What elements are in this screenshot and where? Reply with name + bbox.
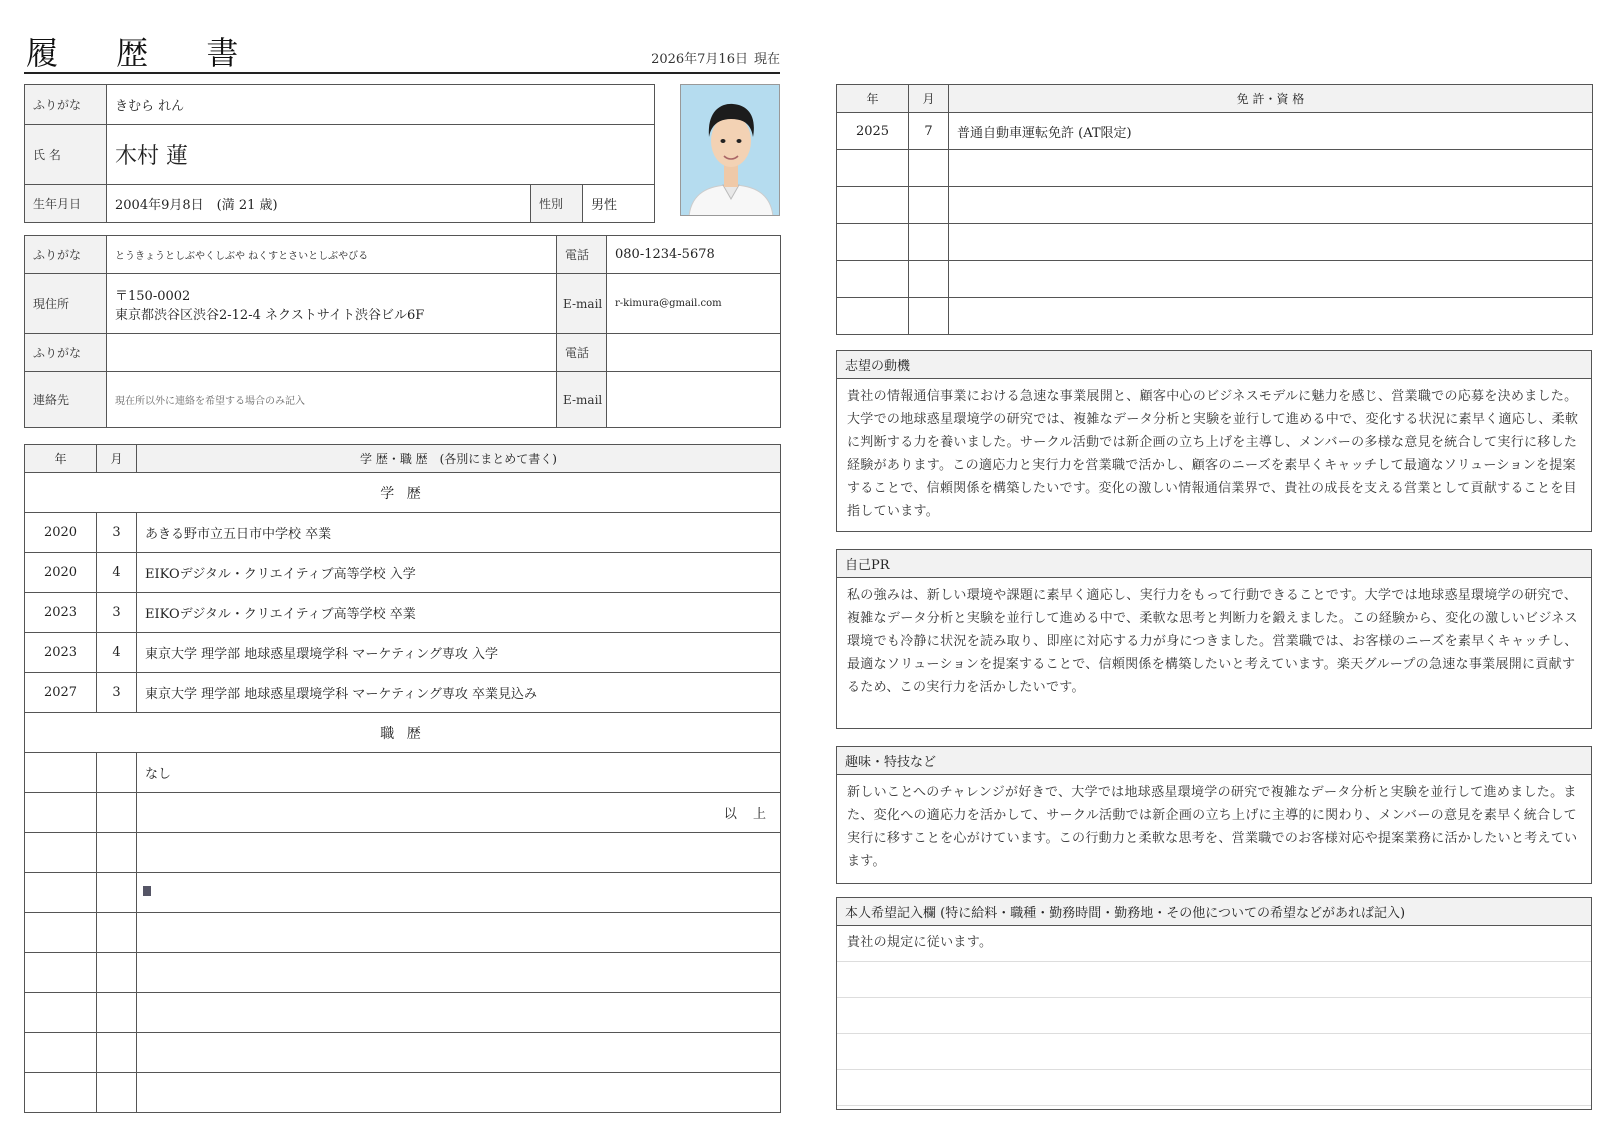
work-heading: 職 歴 [25,713,781,753]
edu-month: 4 [97,553,137,593]
gender-label: 性別 [531,185,583,223]
edu-month: 3 [97,513,137,553]
alt-contact-label: 連絡先 [25,372,107,428]
email-value: r-kimura@gmail.com [607,274,781,334]
table-row [25,673,781,713]
edu-text: 東京大学 理学部 地球惑星環境学科 マーケティング専攻 卒業見込み [137,673,781,713]
hobbies-section [836,746,1592,884]
table-row [25,993,781,1033]
address-cell [107,274,557,334]
requests-body [837,926,1591,1109]
edu-text: 東京大学 理学部 地球惑星環境学科 マーケティング専攻 入学 [137,633,781,673]
alt-contact-note: 現在所以外に連絡を希望する場合のみ記入 [107,372,557,428]
license-col-month: 月 [909,85,949,113]
table-row [25,953,781,993]
hobbies-title: 趣味・特技など [837,747,1591,775]
edu-text: あきる野市立五日市中学校 卒業 [137,513,781,553]
birth-label: 生年月日 [25,185,107,223]
alt-phone-label: 電話 [557,334,607,372]
address-text: 東京都渋谷区渋谷2-12-4 ネクストサイト渋谷ビル6F [115,307,425,323]
self-pr-title: 自己PR [837,550,1591,578]
personal-info-table [24,84,655,223]
requests-text: 貴社の規定に従います。 [847,935,993,950]
name-furigana: きむら れん [107,85,655,125]
table-row [837,113,1593,150]
postal-code: 〒150-0002 [115,288,191,304]
address-furigana-label: ふりがな [25,236,107,274]
applicant-photo [680,84,780,216]
motivation-title: 志望の動機 [837,351,1591,379]
alt-email-label: E-mail [557,372,607,428]
email-label: E-mail [557,274,607,334]
table-row [25,633,781,673]
alt-email-value [607,372,781,428]
edu-year: 2023 [25,633,97,673]
license-year: 2025 [837,113,909,150]
table-row [25,1033,781,1073]
edu-month: 3 [97,593,137,633]
self-pr-section [836,549,1592,729]
table-row [25,553,781,593]
cursor-marker [143,886,151,896]
table-row [25,913,781,953]
requests-section [836,897,1592,1110]
alt-furigana [107,334,557,372]
name-furigana-label: ふりがな [25,85,107,125]
address-furigana: とうきょうとしぶやくしぶや ねくすとさいとしぶやびる [107,236,557,274]
document-date [645,48,780,67]
edu-year: 2020 [25,513,97,553]
table-row [25,753,781,793]
page-title: 履 歴 書 [26,34,263,72]
history-col-title: 学 歴・職 歴 (各別にまとめて書く) [137,445,781,473]
motivation-section [836,350,1592,532]
table-row [837,224,1593,261]
end-mark: 以 上 [137,793,781,833]
table-row [25,513,781,553]
edu-month: 4 [97,633,137,673]
edu-month: 3 [97,673,137,713]
edu-year: 2020 [25,553,97,593]
work-none: なし [137,753,781,793]
license-col-year: 年 [837,85,909,113]
date-value: 2026年7月16日 [651,52,748,67]
self-pr-text: 私の強みは、新しい環境や課題に素早く適応し、実行力をもって行動できることです。大学では地球惑星環境学の研究で、複雑なデータ分析と実験を並行して進める中で、柔軟な思考と判断力を鍛えました。この経験から、変化の激しいビジネス環境でも冷静に状況を読み取り、即座に対応する力が身につきました。営業職では、お客様のニーズを素早くキャッチし、最適なソリューションを提案することで、信頼関係を構築したいと考えています。楽天グループの急速な事業展開に貢献するため、この実行力を活かしたいです。 [847,588,1578,695]
education-heading: 学 歴 [25,473,781,513]
table-row [25,1073,781,1113]
table-row [25,793,781,833]
table-row [837,187,1593,224]
edu-year: 2027 [25,673,97,713]
edu-text: EIKOデジタル・クリエイティブ高等学校 入学 [137,553,781,593]
table-row [25,873,781,913]
license-table [836,84,1593,335]
table-row [25,593,781,633]
table-row [837,261,1593,298]
alt-furigana-label: ふりがな [25,334,107,372]
birth-date: 2004年9月8日 (満 21 歳) [107,185,531,223]
table-row [837,150,1593,187]
phone-value: 080-1234-5678 [607,236,781,274]
license-text: 普通自動車運転免許 (AT限定) [949,113,1593,150]
history-table [24,444,781,1113]
full-name: 木村 蓮 [107,125,655,185]
name-label: 氏 名 [25,125,107,185]
gender-value: 男性 [583,185,655,223]
table-row [25,833,781,873]
motivation-text: 貴社の情報通信事業における急速な事業展開と、顧客中心のビジネスモデルに魅力を感じ、営業職での応募を決めました。大学での地球惑星環境学の研究では、複雑なデータ分析と実験を並行して進める中で、変化する状況に素早く適応し、柔軟に判断する力を養いました。サークル活動では新企画の立ち上げを主導し、メンバーの多様な意見を統合して実行に移した経験があります。この適応力と実行力を営業職で活かし、顧客のニーズを素早くキャッチして最適なソリューションを提案することで、信頼関係を構築したいです。変化の激しい情報通信業界で、貴社の成長を支える営業として貢献することを目指しています。 [847,389,1579,519]
license-col-title: 免 許・資 格 [949,85,1593,113]
phone-label: 電話 [557,236,607,274]
requests-title: 本人希望記入欄 (特に給料・職種・勤務時間・勤務地・その他についての希望などがあれば記入) [837,898,1591,926]
license-month: 7 [909,113,949,150]
address-label: 現住所 [25,274,107,334]
edu-text: EIKOデジタル・クリエイティブ高等学校 卒業 [137,593,781,633]
date-suffix: 現在 [753,52,780,67]
alt-phone-value [607,334,781,372]
header [24,28,780,74]
contact-table [24,235,781,428]
history-col-month: 月 [97,445,137,473]
hobbies-text: 新しいことへのチャレンジが好きで、大学では地球惑星環境学の研究で複雑なデータ分析と実験を並行して進めました。また、変化への適応力を活かして、サークル活動では新企画の立ち上げに主導的に関わり、メンバーの意見を素早く統合して実行に移すことを心がけています。この行動力と柔軟な思考を、営業職でのお客様対応や提案業務に活かしたいと考えています。 [847,785,1578,869]
edu-year: 2023 [25,593,97,633]
table-row [837,298,1593,335]
history-col-year: 年 [25,445,97,473]
